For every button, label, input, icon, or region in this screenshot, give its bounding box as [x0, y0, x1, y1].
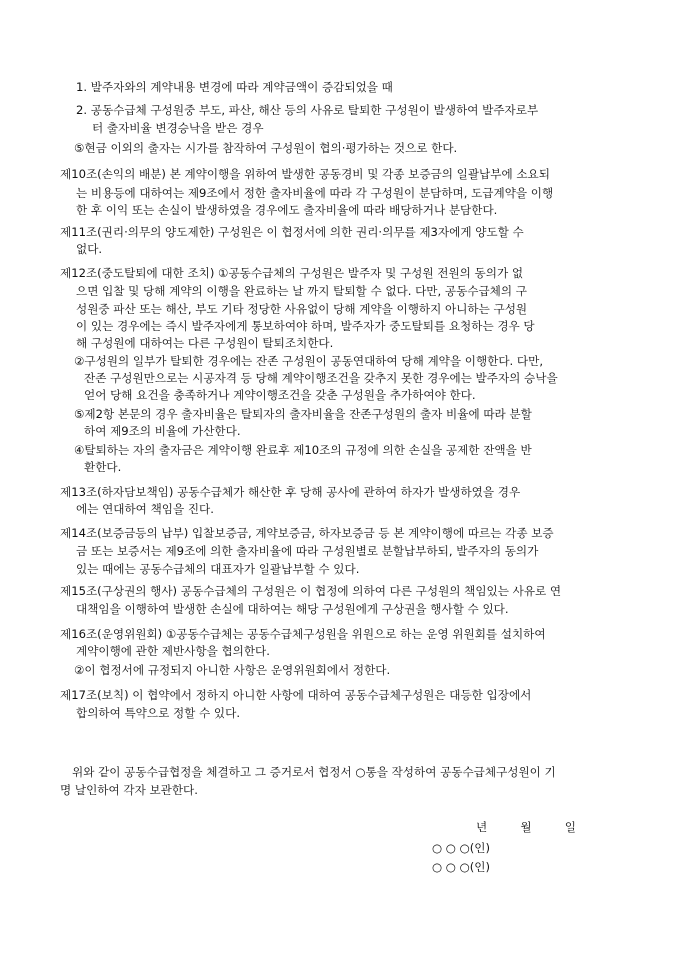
- article-12-line-4: 이 있는 경우에는 즉시 발주자에게 통보하여야 하며, 발주자가 중도탈퇴를 요청하는 경우 당: [76, 319, 535, 333]
- article-17-line-2: 합의하여 특약으로 정할 수 있다.: [76, 706, 241, 720]
- article-10-line-3: 한 후 이익 또는 손실이 발생하였을 경우에도 출자비율에 따라 배당하거나 분담한다.: [76, 203, 498, 217]
- article-13-line-1: 제13조(하자담보책임) 공동수급체가 해산한 후 당해 공사에 관하여 하자가 발생하였을 경우: [60, 485, 521, 499]
- article-12-para-3-line-2: 하여 제9조의 비율에 가산한다.: [84, 424, 241, 438]
- article-12-line-3: 성원중 파산 또는 해산, 부도 기타 정당한 사유없이 당해 계약을 이행하지 아니하는 구성원: [76, 302, 528, 316]
- article-15-line-2: 대책임을 이행하여 발생한 손실에 대하여는 해당 구성원에게 구상권을 행사할 수 있다.: [76, 602, 509, 616]
- signature-line-1: ○ ○ ○(인): [432, 841, 490, 855]
- list-item-2-cont: 터 출자비율 변경승낙을 받은 경우: [92, 121, 264, 135]
- article-11-line-1: 제11조(권리·의무의 양도제한) 구성원은 이 협정서에 의한 권리·의무를 제3자에게 양도할 수: [60, 225, 524, 239]
- article-16-line-2: 계약이행에 관한 제반사항을 협의한다.: [76, 644, 270, 658]
- article-10-line-2: 는 비용등에 대하여는 제9조에서 정한 출자비율에 따라 각 구성원이 분담하며, 도급계약을 이행: [76, 186, 554, 200]
- article-12-line-5: 해 구성원에 대하여는 다른 구성원이 탈퇴조치한다.: [76, 336, 334, 350]
- article-11-line-2: 없다.: [76, 242, 103, 256]
- list-item-2: 2. 공동수급체 구성원중 부도, 파산, 해산 등의 사유로 탈퇴한 구성원이 발생하여 발주자로부: [76, 103, 539, 117]
- article-16-para-2: ②이 협정서에 규정되지 아니한 사항은 운영위원회에서 정한다.: [74, 663, 391, 677]
- article-12-line-2: 으면 입찰 및 당해 계약의 이행을 완료하는 날 까지 탈퇴할 수 없다. 다만, 공동수급체의 구: [76, 284, 527, 298]
- article-12-para-2-line-2: 잔존 구성원만으로는 시공자격 등 당해 계약이행조건을 갖추지 못한 경우에는 발주자의 승낙을: [84, 371, 558, 385]
- article-14-line-3: 있는 때에는 공동수급체의 대표자가 일괄납부할 수 있다.: [76, 562, 360, 576]
- article-12-para-2-line-1: ②구성원의 일부가 탈퇴한 경우에는 잔존 구성원이 공동연대하여 당해 계약을 이행한다. 다만,: [74, 354, 544, 368]
- article-16-line-1: 제16조(운영위원회) ①공동수급체는 공동수급체구성원을 위원으로 하는 운영 위원회를 설치하여: [60, 627, 546, 641]
- signature-date: 년 월 일: [476, 820, 576, 834]
- article-12-line-1: 제12조(중도탈퇴에 대한 조치) ①공동수급체의 구성원은 발주자 및 구성원 전원의 동의가 없: [60, 266, 524, 280]
- article-10-line-1: 제10조(손익의 배분) 본 계약이행을 위하여 발생한 공동경비 및 각종 보증금의 일괄납부에 소요되: [60, 167, 550, 181]
- article-13-line-2: 에는 연대하여 책임을 진다.: [76, 502, 214, 516]
- article-17-line-1: 제17조(보칙) 이 협약에서 정하지 아니한 사항에 대하여 공동수급체구성원은 대등한 입장에서: [60, 688, 532, 702]
- article-12-para-4-line-1: ④탈퇴하는 자의 출자금은 계약이행 완료후 제10조의 규정에 의한 손실을 공제한 잔액을 반: [74, 443, 532, 457]
- article-12-para-2-line-3: 얻어 당해 요건을 충족하거나 계약이행조건을 갖춘 구성원을 추가하여야 한다.: [84, 388, 476, 402]
- article-14-line-1: 제14조(보증금등의 납부) 입찰보증금, 계약보증금, 하자보증금 등 본 계약이행에 따르는 각종 보증: [60, 526, 554, 540]
- closing-line-1: 위와 같이 공동수급협정을 체결하고 그 증거로서 협정서 ○통을 작성하여 공동수급체구성원이 기: [72, 765, 556, 779]
- closing-line-2: 명 날인하여 각자 보관한다.: [60, 783, 198, 797]
- article-15-line-1: 제15조(구상권의 행사) 공동수급체의 구성원은 이 협정에 의하여 다른 구성원의 책임있는 사유로 연: [60, 584, 562, 598]
- clause-5: ⑤현금 이외의 출자는 시가를 참작하여 구성원이 협의·평가하는 것으로 한다.: [74, 141, 458, 155]
- article-12-para-4-line-2: 환한다.: [84, 460, 122, 474]
- signature-line-2: ○ ○ ○(인): [432, 860, 490, 874]
- list-item-1: 1. 발주자와의 계약내용 변경에 따라 계약금액이 증감되었을 때: [76, 80, 393, 94]
- article-12-para-3-line-1: ⑤제2항 본문의 경우 출자비율은 탈퇴자의 출자비율을 잔존구성원의 출자 비율에 따라 분할: [74, 407, 532, 421]
- article-14-line-2: 금 또는 보증서는 제9조에 의한 출자비율에 따라 구성원별로 분할납부하되, 발주자의 동의가: [76, 544, 539, 558]
